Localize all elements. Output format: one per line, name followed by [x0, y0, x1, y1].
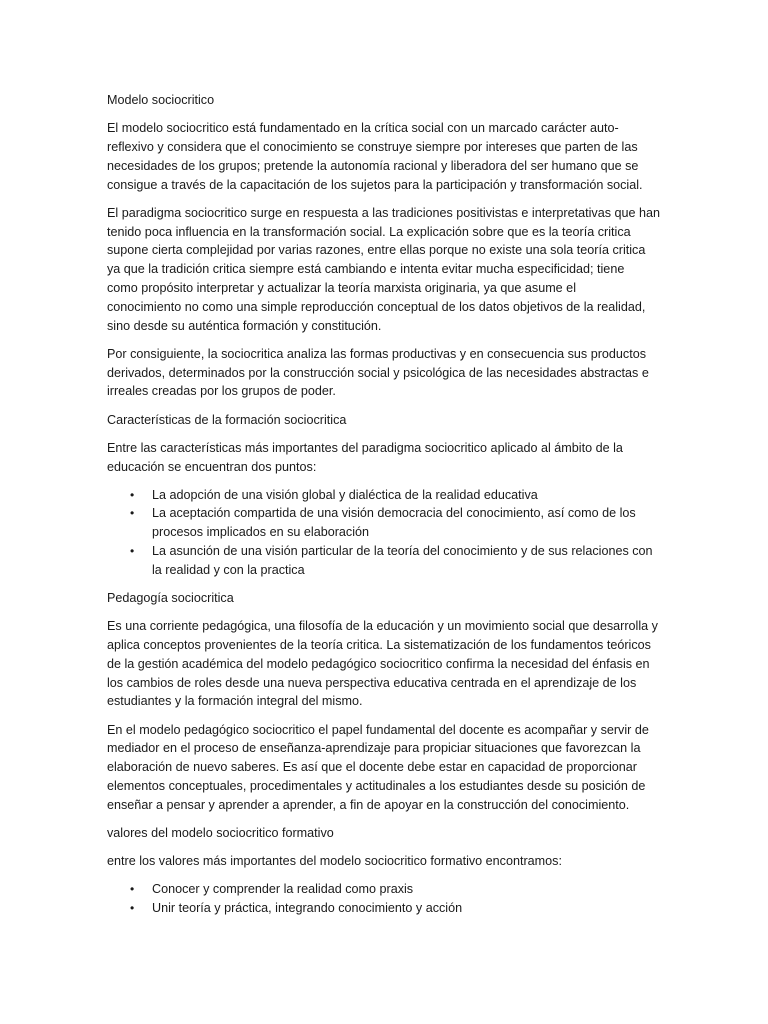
text-line: sino desde su auténtica formación y constitución. [107, 318, 382, 333]
list-item-text: La asunción de una visión particular de la teoría del conocimiento y de sus relaciones con [152, 544, 653, 559]
text-line: elaboración de nuevo saberes. Es así que el docente debe estar en capacidad de proporcionar [107, 760, 638, 775]
paragraph-values-intro [107, 852, 667, 871]
list-item [107, 504, 667, 542]
text-line: los cambios de roles desde una nueva perspectiva educativa centrada en el aprendizaje de los [107, 675, 637, 690]
text-line: tenido poca influencia en la transformación social. La explicación sobre que es la teoría critica [107, 224, 631, 239]
list-item-text: La aceptación compartida de una visión democracia del conocimiento, así como de los [152, 506, 636, 521]
text-line: El paradigma sociocritico surge en respuesta a las tradiciones positivistas e interpretativas que han [107, 205, 661, 220]
bullet-icon: • [130, 544, 135, 559]
text-line: ya que la tradición critica siempre está cambiando e intenta evitar mucha especificidad; tiene [107, 262, 625, 277]
text-line: estudiantes y la formación integral del mismo. [107, 694, 363, 709]
bullet-icon: • [130, 882, 135, 897]
text-line: reflexivo y considera que el conocimiento se construye siempre por intereses que parten de las [107, 139, 638, 154]
text-line: elementos conceptuales, procedimentales y actitudinales a los estudiantes desde su posición de [107, 779, 646, 794]
list-item-text: la realidad y con la practica [152, 562, 305, 577]
text-line: supone cierta complejidad por varias razones, entre ellas porque no existe una sola teoría critica [107, 243, 646, 258]
list-item-text: Conocer y comprender la realidad como praxis [152, 882, 414, 897]
paragraph-consequence [107, 345, 667, 401]
text-line: Entre las características más importantes del paradigma sociocritico aplicado al ámbito de la [107, 440, 623, 455]
paragraph-paradigm [107, 204, 667, 336]
text-line: El modelo sociocritico está fundamentado en la crítica social con un marcado carácter auto- [107, 121, 619, 136]
list-item-text: Unir teoría y práctica, integrando conocimiento y acción [152, 901, 463, 916]
text-line: conocimiento no como una simple reproducción conceptual de los datos objetivos de la realidad, [107, 299, 646, 314]
list-item [107, 542, 667, 580]
list-item [107, 486, 667, 505]
document-title: Modelo sociocritico [107, 93, 215, 107]
list-item-text: procesos implicados en su elaboración [152, 525, 370, 540]
text-line: necesidades de los grupos; pretende la autonomía racional y liberadora del ser humano que se [107, 158, 639, 173]
text-line: enseñar a pensar y aprender a aprender, a fin de apoyar en la construcción del conocimiento. [107, 797, 630, 812]
list-item [107, 899, 667, 918]
text-line: En el modelo pedagógico sociocritico el papel fundamental del docente es acompañar y servir de [107, 722, 649, 737]
section-heading-pedagogy: Pedagogía sociocritica [107, 591, 234, 606]
bullet-icon: • [130, 901, 135, 916]
text-line: derivados, determinados por la construcción social y psicológica de las necesidades abstractas e [107, 365, 649, 380]
text-line: aplica conceptos provenientes de la teoría critica. La sistematización de los fundamentos teóricos [107, 638, 651, 653]
section-heading-characteristics: Características de la formación sociocritica [107, 412, 347, 427]
text-line: mediador en el proceso de enseñanza-aprendizaje para propiciar situaciones que favorezcan la [107, 741, 641, 756]
text-line: educación se encuentran dos puntos: [107, 459, 317, 474]
text-line: de la gestión académica del modelo pedagógico sociocritico confirma la necesidad del énfasis en [107, 656, 650, 671]
document-page [107, 91, 667, 927]
bullet-icon: • [130, 506, 135, 521]
paragraph-pedagogy [107, 617, 667, 711]
text-line: como propósito interpretar y actualizar la teoría marxista originaria, ya que asume el [107, 280, 576, 295]
section-heading-values: valores del modelo sociocritico formativo [107, 826, 334, 840]
characteristics-list [107, 486, 667, 580]
text-line: irreales creadas por los grupos de poder. [107, 384, 336, 399]
list-item-text: La adopción de una visión global y dialéctica de la realidad educativa [152, 487, 538, 502]
text-line: consigue a través de la capacitación de los sujetos para la participación y transformación social. [107, 177, 643, 192]
list-item [107, 880, 667, 899]
paragraph-teacher-role [107, 721, 667, 815]
text-line: Por consiguiente, la sociocritica analiza las formas productivas y en consecuencia sus productos [107, 346, 647, 361]
paragraph-characteristics-intro [107, 439, 667, 477]
paragraph-intro [107, 119, 667, 194]
text-line: Es una corriente pedagógica, una filosofía de la educación y un movimiento social que desarrolla y [107, 619, 658, 634]
text-line: entre los valores más importantes del modelo sociocritico formativo encontramos: [107, 854, 562, 869]
values-list [107, 880, 667, 918]
bullet-icon: • [130, 487, 135, 502]
